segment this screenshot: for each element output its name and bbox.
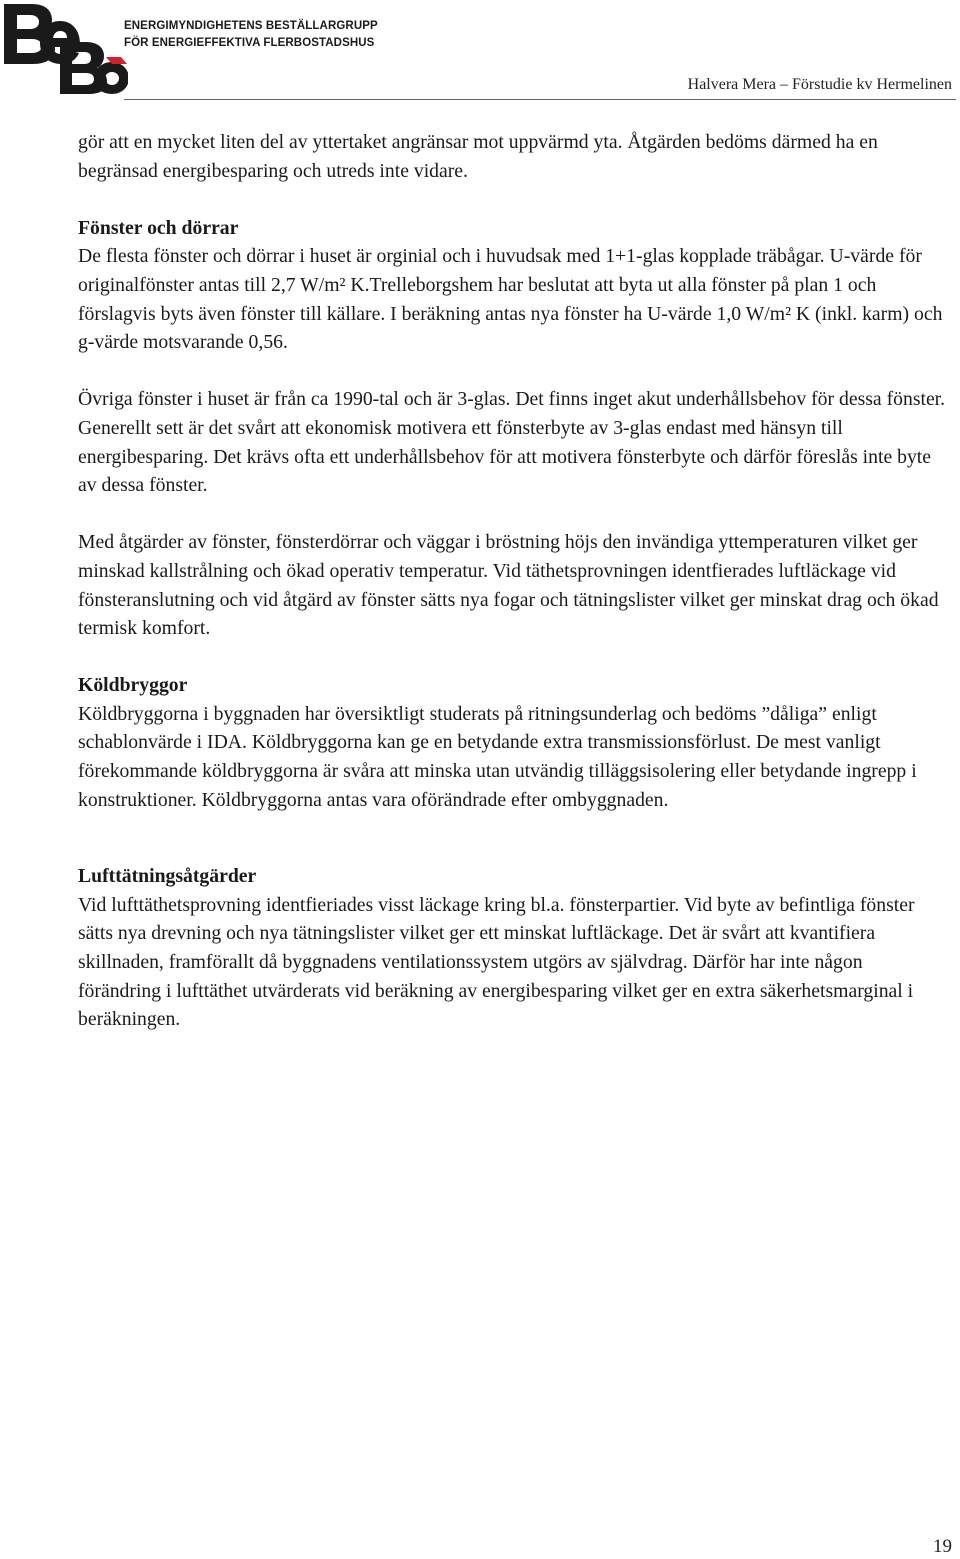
windows-paragraph-3: Med åtgärder av fönster, fönsterdörrar och väggar i bröstning höjs den invändiga yttemperaturen vilket ger minskad kallstrålning och ökad operativ temperatur. Vid täthetsprovningen identfierades luftläckage vid fönsteranslutning och vid åtgärd av fönster sätts nya fogar och tätningslister vilket ger minskat drag och ökad termisk komfort. bbox=[78, 531, 939, 640]
bebo-logo bbox=[2, 2, 128, 94]
windows-paragraph-1: De flesta fönster och dörrar i huset är orginial och i huvudsak med 1+1-glas kopplade träbågar. U-värde för originalfönster antas till 2,7 W/m² K.Trelleborgshem har beslutat att byta ut alla fönster på plan 1 och förslagvis byts även fönster till källare. I beräkning antas nya fönster ha U-värde 1,0 W/m² K (inkl. karm) och g-värde motsvarande 0,56. bbox=[78, 245, 943, 354]
header-divider bbox=[124, 99, 956, 100]
heading-windows-doors: Fönster och dörrar bbox=[78, 216, 239, 239]
thermal-bridges-paragraph: Köldbryggorna i byggnaden har översiktligt studerats på ritningsunderlag och bedöms ”dåliga” enligt schablonvärde i IDA. Köldbryggorna kan ge en betydande extra transmissionsförlust. De mest vanligt förekommande köldbryggorna är svåra att minska utan utvändig tilläggsisolering eller betydande ingrepp i konstruktioner. Köldbryggorna antas vara oförändrade efter ombyggnaden. bbox=[78, 702, 917, 811]
organization-line-1: ENERGIMYNDIGHETENS BESTÄLLARGRUPP bbox=[124, 20, 378, 32]
organization-line-2: FÖR ENERGIEFFEKTIVA FLERBOSTADSHUS bbox=[124, 37, 375, 49]
heading-airtightness: Lufttätningsåtgärder bbox=[78, 865, 257, 888]
logo-letter-o bbox=[94, 62, 128, 94]
heading-thermal-bridges: Köldbryggor bbox=[78, 674, 188, 697]
document-title: Halvera Mera – Förstudie kv Hermelinen bbox=[687, 76, 952, 93]
airtightness-paragraph: Vid lufttäthetsprovning identfieriades visst läckage kring bl.a. fönsterpartier. Vid byte av befintliga fönster sätts nya drevning och nya tätningslister vilket ger ett minskat luftläckage. Det är svårt att kvantifiera skillnaden, framförallt då byggnadens ventilationssystem utgörs av självdrag. Därför har inte någon förändring i lufttäthet utvärderats vid beräkning av energibesparing vilket ger en extra säkerhetsmarginal i beräkningen. bbox=[78, 893, 915, 1031]
page-number: 19 bbox=[933, 1536, 952, 1557]
organization-name bbox=[124, 18, 378, 52]
page-content bbox=[78, 128, 946, 1034]
windows-paragraph-2: Övriga fönster i huset är från ca 1990-tal och är 3-glas. Det finns inget akut underhållsbehov för dessa fönster. Generellt sett är det svårt att ekonomisk motivera ett fönsterbyte av 3-glas endast med hänsyn till energibesparing. Det krävs ofta ett underhållsbehov för att motivera fönsterbyte och därför föreslås inte byte av dessa fönster. bbox=[78, 388, 946, 497]
intro-paragraph: gör att en mycket liten del av yttertaket angränsar mot uppvärmd yta. Åtgärden bedöms därmed ha en begränsad energibesparing och utreds inte vidare. bbox=[78, 131, 878, 182]
page-header bbox=[0, 0, 960, 100]
